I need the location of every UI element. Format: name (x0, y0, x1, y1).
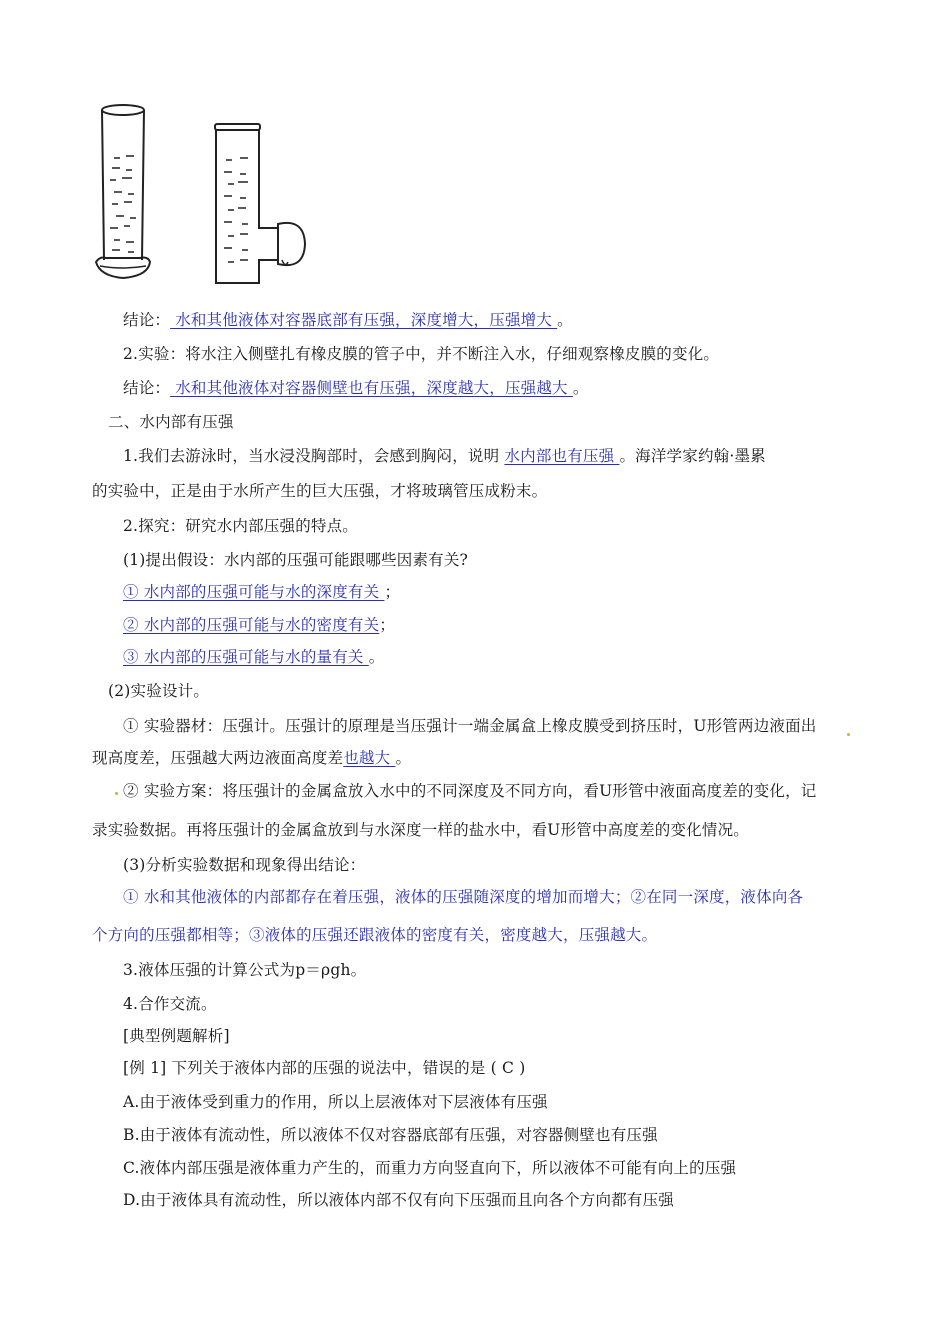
example-1-question: [例 1] 下列关于液体内部的压强的说法中，错误的是 ( C ) (123, 1059, 526, 1077)
right-tube-rim (215, 124, 260, 130)
equipment-line-cont: 现高度差，压强越大两边液面高度差也越大 。 (92, 749, 412, 767)
answer-blank-3: 水内部也有压强 (504, 447, 620, 465)
left-tube-body (102, 110, 144, 260)
water-marks (110, 156, 248, 262)
swimming-question: 1.我们去游泳时，当水浸没胸部时，会感到胸闷，说明 水内部也有压强 。海洋学家约翰·墨累 (123, 447, 766, 465)
conclusion-2: 结论： 水和其他液体对容器侧壁也有压强，深度越大，压强越大 。 (123, 379, 589, 397)
hypothesis-2: ② 水内部的压强可能与水的密度有关； (123, 616, 396, 634)
hypothesis-3: ③ 水内部的压强可能与水的量有关 。 (123, 648, 385, 666)
stray-dot-2 (115, 792, 118, 795)
option-c: C.液体内部压强是液体重力产生的，而重力方向竖直向下，所以液体不可能有向上的压强 (123, 1159, 737, 1177)
formula-line: 3.液体压强的计算公式为p＝ρgh。 (123, 961, 367, 979)
conclusion-1: 结论： 水和其他液体对容器底部有压强，深度增大，压强增大 。 (123, 311, 573, 329)
analysis-conclusion: ① 水和其他液体的内部都存在着压强，液体的压强随深度的增加而增大；②在同一深度，液体向各 (123, 888, 804, 906)
answer-blank-1: 水和其他液体对容器底部有压强，深度增大，压强增大 (170, 311, 558, 329)
explore-heading: 2.探究：研究水内部压强的特点。 (123, 517, 358, 535)
equipment-line: ① 实验器材：压强计。压强计的原理是当压强计一端金属盒上橡皮膜受到挤压时，U形管两边液面出 (123, 717, 817, 735)
option-a: A.由于液体受到重力的作用，所以上层液体对下层液体有压强 (123, 1093, 548, 1111)
stray-dot-1 (847, 733, 850, 736)
section-heading-2: 二、水内部有压强 (108, 413, 234, 431)
experiment-2: 2.实验：将水注入侧壁扎有橡皮膜的管子中，并不断注入水，仔细观察橡皮膜的变化。 (123, 345, 720, 363)
option-b: B.由于液体有流动性，所以液体不仅对容器底部有压强，对容器侧壁也有压强 (123, 1126, 658, 1144)
plan-line: ② 实验方案：将压强计的金属盒放入水中的不同深度及不同方向，看U形管中液面高度差的变化，记 (123, 782, 817, 800)
examples-heading: [典型例题解析] (123, 1027, 230, 1045)
option-d: D.由于液体具有流动性，所以液体内部不仅有向下压强而且向各个方向都有压强 (123, 1191, 675, 1209)
left-tube-rim (102, 105, 144, 115)
analysis-heading: (3)分析实验数据和现象得出结论： (123, 856, 366, 874)
hypothesis-heading: (1)提出假设：水内部的压强可能跟哪些因素有关? (123, 551, 469, 569)
hypothesis-1: ① 水内部的压强可能与水的深度有关 ； (123, 583, 401, 601)
analysis-conclusion-cont: 个方向的压强都相等；③液体的压强还跟液体的密度有关，密度越大，压强越大。 (92, 926, 658, 944)
answer-blank-4: 也越大 (343, 749, 396, 767)
swimming-question-cont: 的实验中，正是由于水所产生的巨大压强，才将玻璃管压成粉末。 (92, 482, 548, 500)
tubes-figure (92, 100, 322, 290)
cooperation-line: 4.合作交流。 (123, 995, 217, 1013)
answer-blank-2: 水和其他液体对容器侧壁也有压强，深度越大，压强越大 (170, 379, 573, 397)
plan-line-cont: 录实验数据。再将压强计的金属盒放到与水深度一样的盐水中，看U形管中高度差的变化情况。 (92, 821, 749, 839)
right-tube-membrane (278, 223, 305, 265)
design-heading: (2)实验设计。 (108, 682, 210, 700)
